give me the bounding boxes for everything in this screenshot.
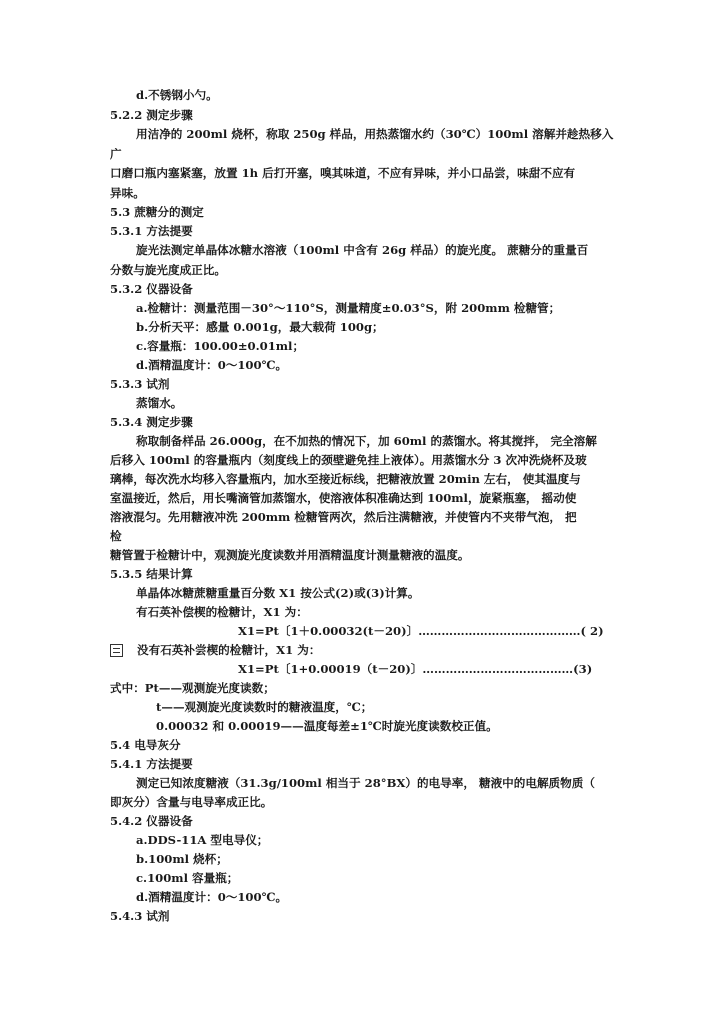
list-item: b.100ml 烧杯； — [136, 852, 228, 866]
section-heading: 5.3.5 结果计算 — [110, 567, 193, 581]
list-item: c.100ml 容量瓶； — [136, 871, 239, 885]
section-heading: 5.4.1 方法提要 — [110, 757, 193, 771]
section-heading: 5.3.3 试剂 — [110, 377, 170, 391]
text-line: 分数与旋光度成正比。 — [110, 263, 226, 277]
section-heading: 5.4.3 试剂 — [110, 909, 170, 923]
text-line: 单晶体冰糖蔗糖重量百分数 X1 按公式(2)或(3)计算。 — [136, 586, 420, 600]
text-line: d.不锈钢小勺。 — [136, 88, 218, 102]
text-line: 蒸馏水。 — [136, 396, 183, 410]
text-line: 检 — [110, 529, 122, 543]
text-line: 测定已知浓度糖液（31.3g/100ml 相当于 28°BX）的电导率， 糖液中的电解质物质（ — [136, 776, 595, 790]
text-line-label: 没有石英补尝楔的检糖计，X1 为： — [137, 643, 321, 657]
text-line — [110, 641, 620, 659]
formula-2: X1=Pt〔1＋0.00032(t－20)〕……………………………………( 2) — [238, 624, 604, 638]
text-line: 式中：Pt——观测旋光度读数； — [110, 681, 275, 695]
list-item: a.检糖计：测量范围－30°～110°S，测量精度±0.03°S，附 200mm 检糖管； — [136, 301, 561, 315]
section-heading: 5.2.2 测定步骤 — [110, 108, 193, 122]
text-line: 室温接近，然后，用长嘴滴管加蒸馏水，使溶液体积准确达到 100ml，旋紧瓶塞， 摇动使 — [110, 491, 577, 505]
section-heading: 5.3 蔗糖分的测定 — [110, 205, 204, 219]
text-line: 璃棒，每次洗水均移入容量瓶内，加水至接近标线，把糖液放置 20min 左右， 使其温度与 — [110, 472, 581, 486]
text-line: 异味。 — [110, 186, 145, 200]
formula-3: X1=Pt〔1+0.00019（t－20)〕…………………………………(3) — [238, 662, 593, 676]
text-line: 糖管置于检糖计中，观测旋光度读数并用酒精温度计测量糖液的温度。 — [110, 548, 470, 562]
text-line: 0.00032 和 0.00019——温度每差±1℃时旋光度读数校正值。 — [156, 719, 498, 733]
text-line: 后移入 100ml 的容量瓶内（刻度线上的颈壁避免挂上液体）。用蒸馏水分 3 次冲洗烧杯及玻 — [110, 453, 587, 467]
text-line: 有石英补偿楔的检糖计，X1 为： — [136, 605, 308, 619]
text-line: 广 — [110, 147, 122, 161]
text-line: 称取制备样品 26.000g，在不加热的情况下，加 60ml 的蒸馏水。将其搅拌， 完全溶解 — [136, 434, 597, 448]
text-line: 溶液混匀。先用糖液冲洗 200mm 检糖管两次，然后注满糖液，并使管内不夹带气泡， 把 — [110, 510, 577, 524]
list-item: b.分析天平：感量 0.001g，最大载荷 100g； — [136, 320, 384, 334]
list-item: d.酒精温度计：0～100℃。 — [136, 358, 288, 372]
text-line: t——观测旋光度读数时的糖液温度，℃； — [156, 700, 373, 714]
text-line: 旋光法测定单晶体冰糖水溶液（100ml 中含有 26g 样品）的旋光度。 蔗糖分的重量百 — [136, 243, 589, 257]
text-line: 口磨口瓶内塞紧塞，放置 1h 后打开塞，嗅其味道，不应有异味，并小口品尝，味甜不应有 — [110, 166, 576, 180]
section-heading: 5.4.2 仪器设备 — [110, 814, 193, 828]
text-line: 用洁净的 200ml 烧杯，称取 250g 样品，用热蒸馏水约（30℃）100ml 溶解并趁热移入 — [136, 127, 614, 141]
text-line: 即灰分）含量与电导率成正比。 — [110, 795, 273, 809]
section-heading: 5.3.4 测定步骤 — [110, 415, 193, 429]
list-box-icon — [110, 644, 123, 657]
section-heading: 5.4 电导灰分 — [110, 738, 181, 752]
section-heading: 5.3.2 仪器设备 — [110, 282, 193, 296]
list-item: d.酒精温度计：0～100℃。 — [136, 890, 288, 904]
list-item: c.容量瓶：100.00±0.01ml； — [136, 339, 305, 353]
section-heading: 5.3.1 方法提要 — [110, 224, 193, 238]
list-item: a.DDS-11A 型电导仪； — [136, 833, 269, 847]
